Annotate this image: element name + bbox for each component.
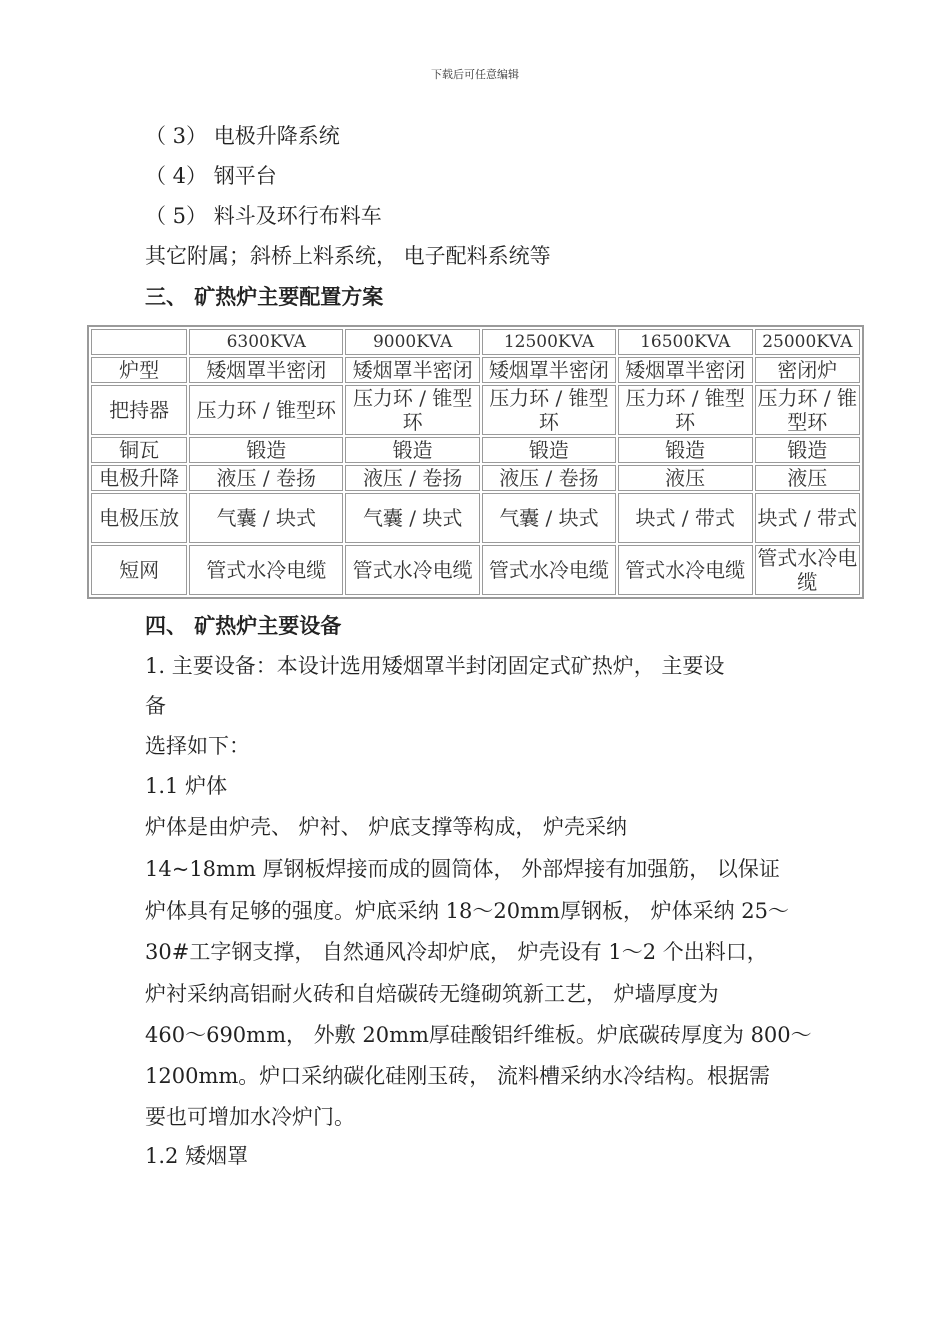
table-cell: 管式水冷电缆 (618, 545, 753, 595)
table-cell: 矮烟罩半密闭 (618, 357, 753, 383)
table-header-cell: 25000KVA (755, 329, 860, 355)
table-cell: 矮烟罩半密闭 (189, 357, 343, 383)
table-row (91, 493, 860, 543)
table-cell: 管式水冷电缆 (345, 545, 480, 595)
table-cell: 气囊 / 块式 (482, 493, 616, 543)
table-header-cell: 6300KVA (189, 329, 343, 355)
table-cell: 压力环 / 锥型环 (189, 385, 343, 435)
table-cell: 气囊 / 块式 (345, 493, 480, 543)
table-cell: 压力环 / 锥型环 (755, 385, 860, 435)
table-cell: 管式水冷电缆 (482, 545, 616, 595)
table-header-cell: 16500KVA (618, 329, 753, 355)
table-cell: 密闭炉 (755, 357, 860, 383)
subheading: 1.1 炉体 (145, 774, 228, 798)
table-cell: 液压 (618, 465, 753, 491)
table-cell: 锻造 (345, 437, 480, 463)
paragraph-line: 炉体具有足够的强度。炉底采纳 18～20mm厚钢板， 炉体采纳 25～ (145, 899, 790, 923)
subheading: 1.2 矮烟罩 (145, 1144, 249, 1168)
row-label: 铜瓦 (91, 437, 187, 463)
paragraph-line: 460～690mm， 外敷 20mm厚硅酸铝纤维板。炉底碳砖厚度为 800～ (145, 1023, 812, 1047)
table-header-cell: 12500KVA (482, 329, 616, 355)
table-cell: 管式水冷电缆 (189, 545, 343, 595)
table-row (91, 357, 860, 383)
table-cell: 矮烟罩半密闭 (345, 357, 480, 383)
table-cell: 压力环 / 锥型环 (482, 385, 616, 435)
table-header-cell: 9000KVA (345, 329, 480, 355)
paragraph-line: 1. 主要设备：本设计选用矮烟罩半封闭固定式矿热炉， 主要设 (145, 654, 725, 678)
table-cell: 液压 / 卷扬 (345, 465, 480, 491)
table-cell: 矮烟罩半密闭 (482, 357, 616, 383)
row-label: 炉型 (91, 357, 187, 383)
table-cell: 锻造 (482, 437, 616, 463)
list-item: （ 4） 钢平台 (145, 164, 277, 188)
table-cell: 块式 / 带式 (755, 493, 860, 543)
row-label: 电极升降 (91, 465, 187, 491)
section-heading: 三、 矿热炉主要配置方案 (145, 284, 384, 309)
paragraph-line: 选择如下： (145, 734, 250, 758)
table-cell: 锻造 (755, 437, 860, 463)
table-row (91, 465, 860, 491)
page-header: 下载后可任意编辑 (431, 68, 519, 81)
list-item: （ 3） 电极升降系统 (145, 124, 340, 148)
paragraph-line: 备 (145, 694, 166, 718)
table-cell: 气囊 / 块式 (189, 493, 343, 543)
table-header-cell (91, 329, 187, 355)
table-cell: 块式 / 带式 (618, 493, 753, 543)
table-cell: 液压 / 卷扬 (482, 465, 616, 491)
table-cell: 管式水冷电缆 (755, 545, 860, 595)
paragraph-line: 炉衬采纳高铝耐火砖和自焙碳砖无缝砌筑新工艺， 炉墙厚度为 (145, 982, 719, 1006)
paragraph-line: 14~18mm 厚钢板焊接而成的圆筒体， 外部焊接有加强筋， 以保证 (145, 857, 780, 881)
paragraph: 其它附属；斜桥上料系统， 电子配料系统等 (145, 244, 551, 268)
paragraph-line: 炉体是由炉壳、 炉衬、 炉底支撑等构成， 炉壳采纳 (145, 815, 628, 839)
table-row (91, 545, 860, 595)
table-cell: 锻造 (618, 437, 753, 463)
paragraph-line: 30#工字钢支撑， 自然通风冷却炉底， 炉壳设有 1～2 个出料口， (145, 940, 768, 964)
row-label: 把持器 (91, 385, 187, 435)
table-cell: 液压 (755, 465, 860, 491)
table-row (91, 437, 860, 463)
table-row (91, 385, 860, 435)
paragraph-line: 要也可增加水冷炉门。 (145, 1105, 355, 1129)
config-table (87, 325, 864, 599)
section-heading: 四、 矿热炉主要设备 (145, 613, 342, 638)
table-cell: 液压 / 卷扬 (189, 465, 343, 491)
row-label: 电极压放 (91, 493, 187, 543)
row-label: 短网 (91, 545, 187, 595)
table-cell: 压力环 / 锥型环 (345, 385, 480, 435)
table-cell: 压力环 / 锥型环 (618, 385, 753, 435)
paragraph-line: 1200mm。炉口采纳碳化硅刚玉砖， 流料槽采纳水冷结构。根据需 (145, 1064, 770, 1088)
list-item: （ 5） 料斗及环行布料车 (145, 204, 382, 228)
table-cell: 锻造 (189, 437, 343, 463)
